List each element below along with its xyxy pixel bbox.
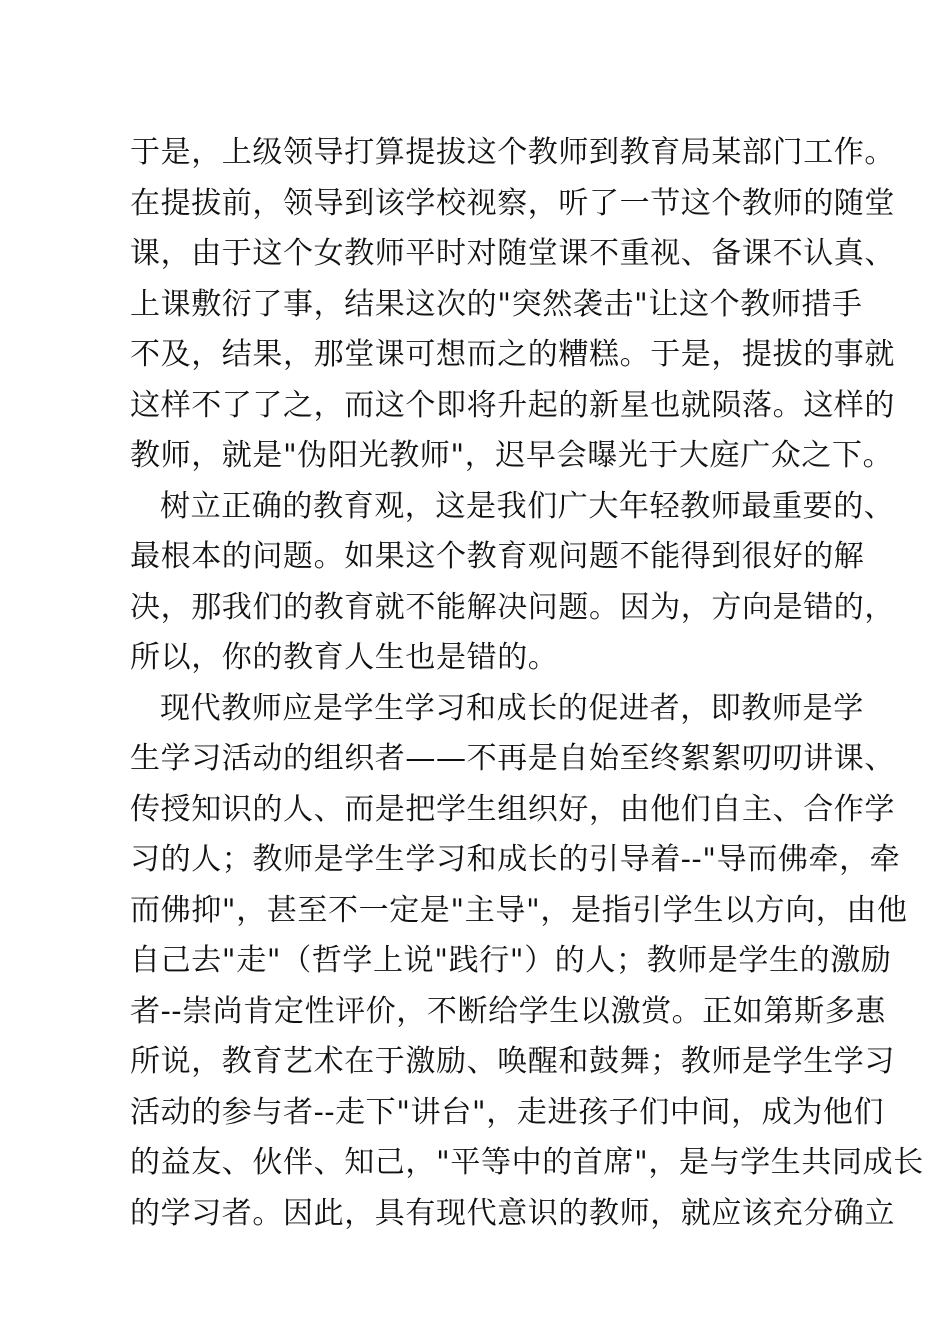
text-line: 活动的参与者--走下"讲台"，走进孩子们中间，成为他们 [130, 1094, 885, 1130]
text-line: 树立正确的教育观，这是我们广大年轻教师最重要的、 [160, 488, 895, 524]
text-line: 生学习活动的组织者——不再是自始至终絮絮叨叨讲课、 [130, 741, 895, 776]
text-line: 上课敷衍了事，结果这次的"突然袭击"让这个教师措手 [130, 286, 863, 322]
text-line: 传授知识的人、而是把学生组织好，由他们自主、合作学 [130, 791, 895, 827]
text-line: 的学习者。因此，具有现代意识的教师，就应该充分确立 [130, 1195, 895, 1231]
paragraph [130, 684, 924, 1240]
text-line: 在提拔前，领导到该学校视察，听了一节这个教师的随堂 [130, 185, 895, 221]
text-line: 而佛抑"，甚至不一定是"主导"，是指引学生以方向，由他 [130, 892, 908, 928]
document-body [130, 128, 924, 1239]
text-line: 所以，你的教育人生也是错的。 [130, 640, 559, 675]
text-line: 课，由于这个女教师平时对随堂课不重视、备课不认真、 [130, 236, 895, 271]
text-line: 于是，上级领导打算提拔这个教师到教育局某部门工作。 [130, 135, 895, 170]
text-line: 教师，就是"伪阳光教师"，迟早会曝光于大庭广众之下。 [130, 438, 894, 473]
text-line: 现代教师应是学生学习和成长的促进者，即教师是学 [160, 690, 864, 726]
text-line: 这样不了了之，而这个即将升起的新星也就陨落。这样的 [130, 387, 895, 423]
paragraph [130, 128, 895, 482]
text-line: 最根本的问题。如果这个教育观问题不能得到很好的解 [130, 539, 865, 574]
text-line: 习的人；教师是学生学习和成长的引导着--"导而佛牵，牵 [130, 842, 901, 877]
text-line: 者--崇尚肯定性评价，不断给学生以激赏。正如第斯多惠 [130, 993, 886, 1029]
text-line: 不及，结果，那堂课可想而之的糟糕。于是，提拔的事就 [130, 337, 895, 372]
paragraph [130, 482, 895, 684]
text-line: 的益友、伙伴、知己，"平等中的首席"，是与学生共同成长 [130, 1145, 924, 1180]
text-line: 所说，教育艺术在于激励、唤醒和鼓舞；教师是学生学习 [130, 1044, 895, 1079]
text-line: 自己去"走"（哲学上说"践行"）的人；教师是学生的激励 [130, 943, 892, 978]
text-line: 决，那我们的教育就不能解决问题。因为，方向是错的， [130, 589, 895, 625]
